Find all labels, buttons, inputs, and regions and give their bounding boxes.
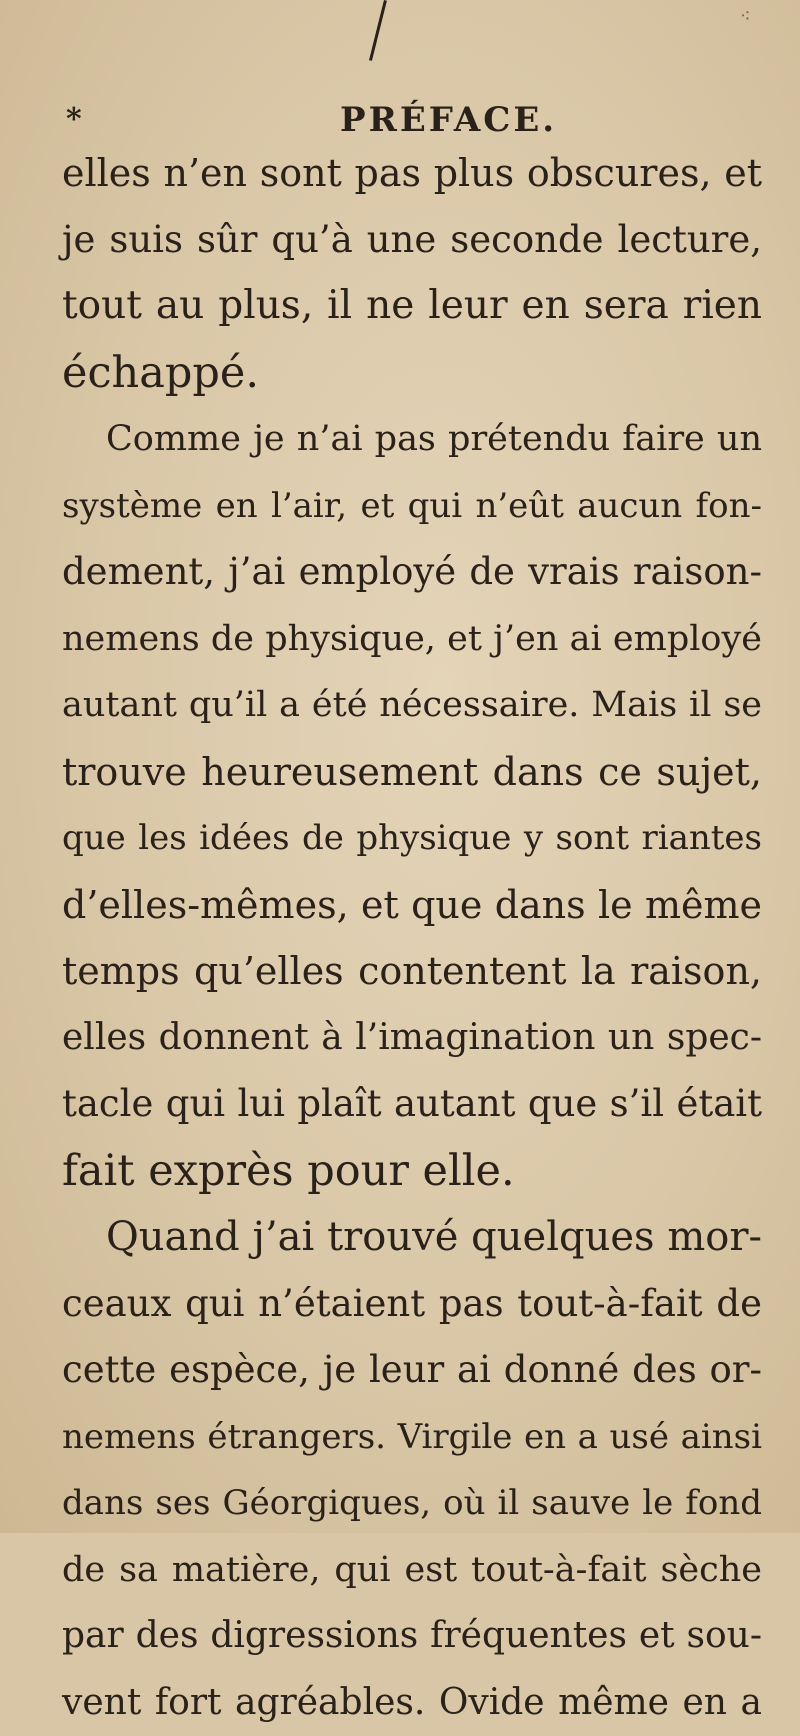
text-line: par des digressions fréquentes et sou- bbox=[62, 1603, 762, 1670]
text-line: temps qu’elles contentent la raison, bbox=[62, 938, 762, 1005]
ink-scratch-mark bbox=[369, 0, 393, 62]
text-line: dement, j’ai employé de vrais raison- bbox=[62, 539, 762, 606]
text-line: vent fort agréables. Ovide même en a bbox=[62, 1670, 762, 1736]
text-line: fait exprès pour elle. bbox=[62, 1138, 762, 1205]
running-title: PRÉFACE. bbox=[340, 100, 557, 140]
header-ornament: * bbox=[66, 100, 82, 140]
text-line: Comme je n’ai pas prétendu faire un bbox=[62, 406, 762, 473]
text-line: de sa matière, qui est tout-à-fait sèche bbox=[62, 1537, 762, 1604]
text-line: système en l’air, et qui n’eût aucun fon- bbox=[62, 473, 762, 540]
text-line: nemens de physique, et j’en ai employé bbox=[62, 606, 762, 673]
text-line: je suis sûr qu’à une seconde lecture, bbox=[62, 207, 762, 274]
text-line: d’elles-mêmes, et que dans le même bbox=[62, 872, 762, 939]
text-line: cette espèce, je leur ai donné des or- bbox=[62, 1337, 762, 1404]
text-line: Quand j’ai trouvé quelques mor- bbox=[62, 1204, 762, 1271]
text-line: ceaux qui n’étaient pas tout-à-fait de bbox=[62, 1271, 762, 1338]
text-line: trouve heureusement dans ce sujet, bbox=[62, 739, 762, 806]
body-text bbox=[62, 140, 762, 1736]
text-line: tacle qui lui plaît autant que s’il était bbox=[62, 1071, 762, 1138]
text-line: dans ses Géorgiques, où il sauve le fond bbox=[62, 1470, 762, 1537]
text-line: nemens étrangers. Virgile en a usé ainsi bbox=[62, 1404, 762, 1471]
text-line: autant qu’il a été nécessaire. Mais il se bbox=[62, 672, 762, 739]
text-line: échappé. bbox=[62, 340, 762, 407]
text-line: tout au plus, il ne leur en sera rien bbox=[62, 273, 762, 340]
text-line: elles n’en sont pas plus obscures, et bbox=[62, 140, 762, 207]
text-line: que les idées de physique y sont riantes bbox=[62, 805, 762, 872]
corner-stain: ⁖ bbox=[740, 6, 751, 27]
text-line: elles donnent à l’imagination un spec- bbox=[62, 1005, 762, 1072]
